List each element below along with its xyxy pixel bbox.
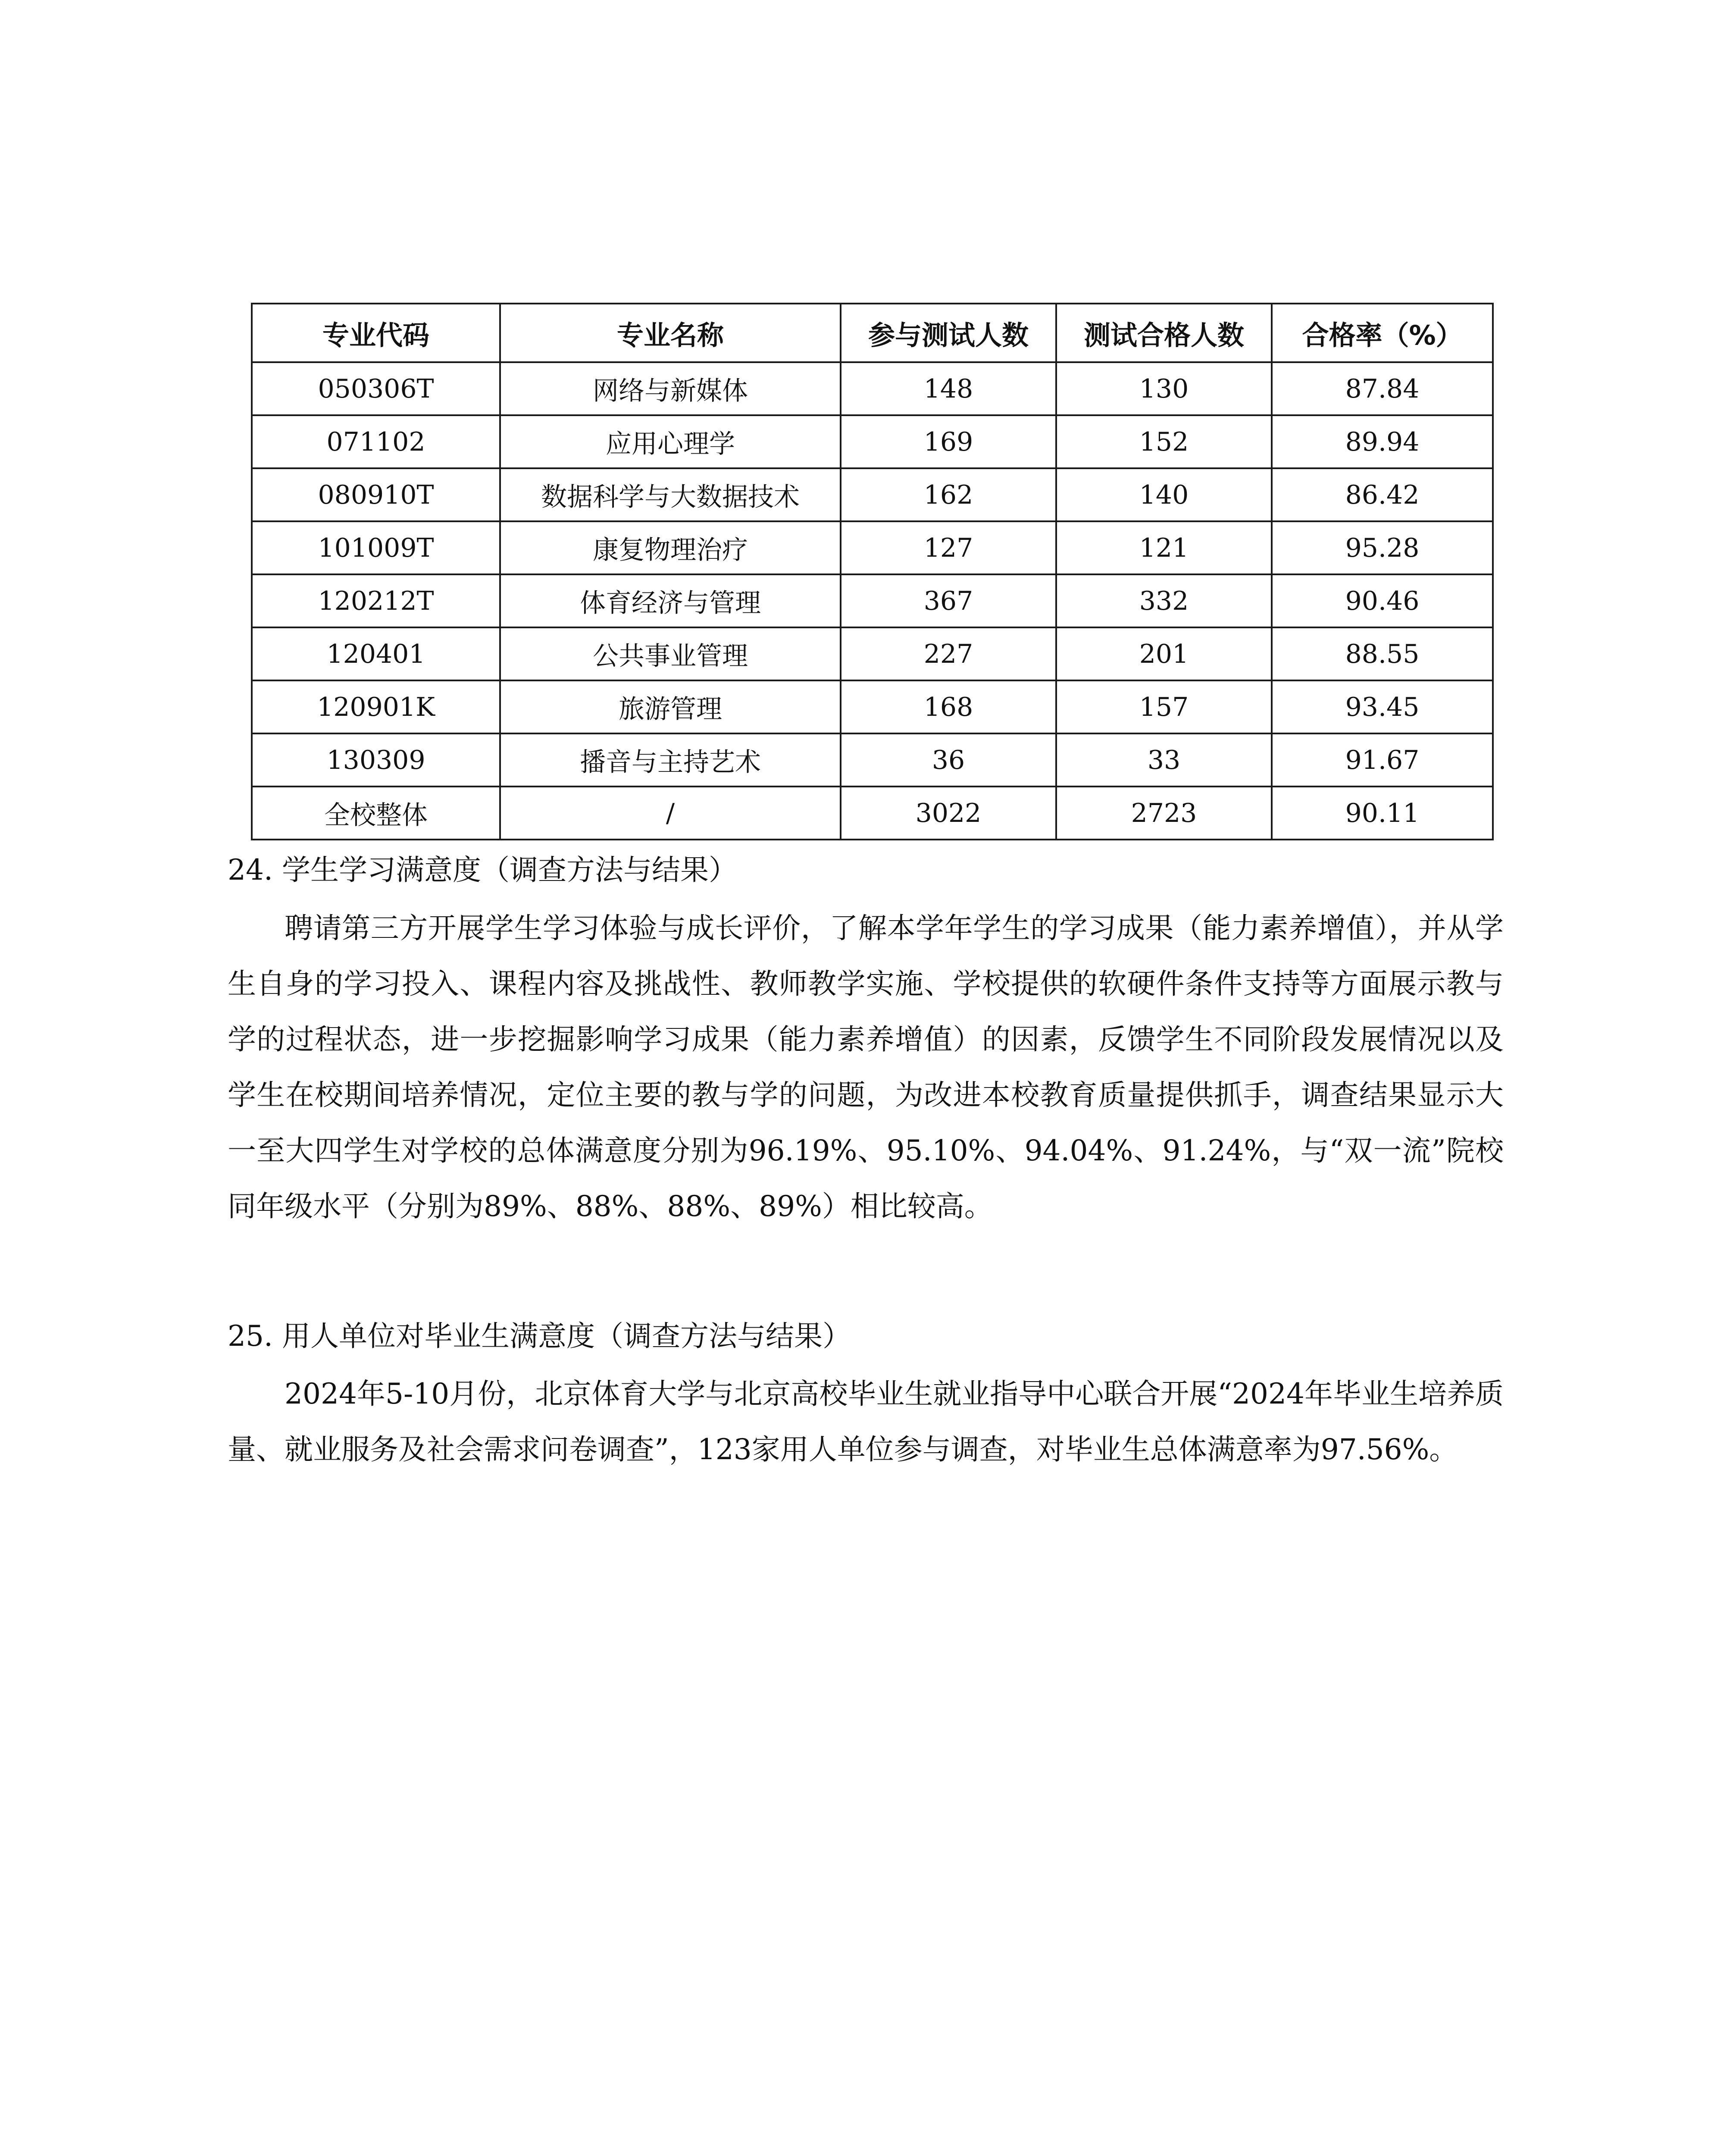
cell-passed: 2723 — [1056, 787, 1272, 840]
cell-major-name: 公共事业管理 — [500, 627, 841, 680]
major-pass-rate-table — [251, 303, 1494, 840]
cell-passed: 152 — [1056, 415, 1272, 468]
cell-passed: 157 — [1056, 680, 1272, 733]
cell-major-name: 播音与主持艺术 — [500, 733, 841, 787]
table-row — [252, 415, 1493, 468]
cell-major-name: 康复物理治疗 — [500, 521, 841, 574]
cell-major-name: / — [500, 787, 841, 840]
cell-major-code: 130309 — [252, 733, 500, 787]
cell-pass-rate: 90.11 — [1272, 787, 1493, 840]
header-pass-rate: 合格率（%） — [1272, 304, 1493, 362]
header-major-code: 专业代码 — [252, 304, 500, 362]
cell-major-name: 数据科学与大数据技术 — [500, 468, 841, 521]
major-pass-rate-table-container — [251, 303, 1492, 840]
cell-major-code: 120901K — [252, 680, 500, 733]
cell-pass-rate: 87.84 — [1272, 362, 1493, 415]
cell-pass-rate: 91.67 — [1272, 733, 1493, 787]
cell-participants: 162 — [841, 468, 1056, 521]
cell-major-code: 080910T — [252, 468, 500, 521]
cell-participants: 169 — [841, 415, 1056, 468]
cell-major-name: 旅游管理 — [500, 680, 841, 733]
cell-participants: 127 — [841, 521, 1056, 574]
section-24-heading: 24. 学生学习满意度（调查方法与结果） — [228, 853, 737, 887]
cell-major-name: 网络与新媒体 — [500, 362, 841, 415]
cell-participants: 367 — [841, 574, 1056, 627]
cell-passed: 201 — [1056, 627, 1272, 680]
cell-participants: 3022 — [841, 787, 1056, 840]
table-header-row — [252, 304, 1493, 362]
section-25-heading: 25. 用人单位对毕业生满意度（调查方法与结果） — [228, 1319, 851, 1353]
cell-passed: 140 — [1056, 468, 1272, 521]
cell-participants: 168 — [841, 680, 1056, 733]
cell-pass-rate: 90.46 — [1272, 574, 1493, 627]
table-row — [252, 362, 1493, 415]
header-participants: 参与测试人数 — [841, 304, 1056, 362]
table-row — [252, 627, 1493, 680]
section-25-body: 2024年5-10月份，北京体育大学与北京高校毕业生就业指导中心联合开展“2024年毕业生培养质量、就业服务及社会需求问卷调查”，123家用人单位参与调查，对毕业生总体满意率为97.56%。 — [228, 1377, 1504, 1466]
cell-major-code: 071102 — [252, 415, 500, 468]
cell-pass-rate: 95.28 — [1272, 521, 1493, 574]
header-passed: 测试合格人数 — [1056, 304, 1272, 362]
table-row — [252, 733, 1493, 787]
cell-major-name: 应用心理学 — [500, 415, 841, 468]
cell-pass-rate: 86.42 — [1272, 468, 1493, 521]
table-row — [252, 680, 1493, 733]
cell-pass-rate: 89.94 — [1272, 415, 1493, 468]
cell-passed: 33 — [1056, 733, 1272, 787]
cell-pass-rate: 93.45 — [1272, 680, 1493, 733]
cell-pass-rate: 88.55 — [1272, 627, 1493, 680]
cell-participants: 227 — [841, 627, 1056, 680]
header-major-name: 专业名称 — [500, 304, 841, 362]
cell-major-code: 120212T — [252, 574, 500, 627]
cell-major-code: 120401 — [252, 627, 500, 680]
cell-major-name: 体育经济与管理 — [500, 574, 841, 627]
cell-passed: 130 — [1056, 362, 1272, 415]
cell-major-code: 050306T — [252, 362, 500, 415]
table-row — [252, 574, 1493, 627]
section-24-body: 聘请第三方开展学生学习体验与成长评价，了解本学年学生的学习成果（能力素养增值），并从学生自身的学习投入、课程内容及挑战性、教师教学实施、学校提供的软硬件条件支持等方面展示教与学的过程状态，进一步挖掘影响学习成果（能力素养增值）的因素，反馈学生不同阶段发展情况以及学生在校期间培养情况，定位主要的教与学的问题，为改进本校教育质量提供抓手，调查结果显示大一至大四学生对学校的总体满意度分别为96.19%、95.10%、94.04%、91.24%，与“双一流”院校同年级水平（分别为89%、88%、88%、89%）相比较高。 — [228, 912, 1504, 1223]
cell-major-code: 全校整体 — [252, 787, 500, 840]
table-row-total — [252, 787, 1493, 840]
cell-passed: 332 — [1056, 574, 1272, 627]
cell-major-code: 101009T — [252, 521, 500, 574]
cell-passed: 121 — [1056, 521, 1272, 574]
cell-participants: 148 — [841, 362, 1056, 415]
table-row — [252, 521, 1493, 574]
cell-participants: 36 — [841, 733, 1056, 787]
table-row — [252, 468, 1493, 521]
